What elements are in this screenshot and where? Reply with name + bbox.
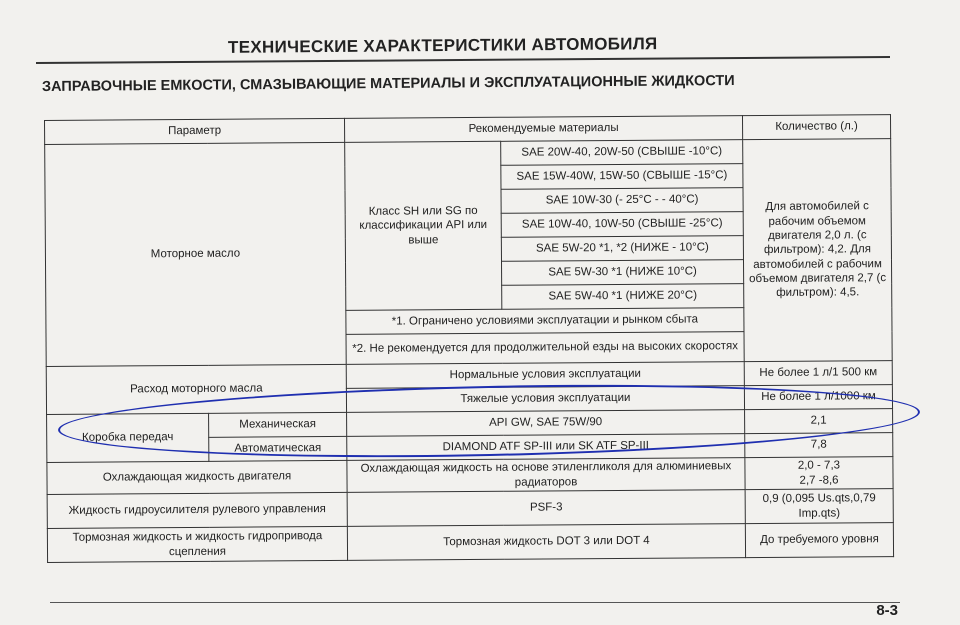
condition-heavy: Тяжелые условия эксплуатации: [346, 386, 744, 413]
oil-grade: SAE 20W-40, 20W-50 (СВЫШЕ -10°C): [501, 140, 743, 166]
coolant-param: Охлаждающая жидкость двигателя: [47, 460, 347, 494]
header-cell-materials: Рекомендуемые материалы: [344, 116, 742, 143]
oil-grade: SAE 5W-20 *1, *2 (НИЖЕ - 10°C): [501, 236, 743, 262]
specifications-table: [44, 114, 894, 563]
power-steering-quantity: 0,9 (0,095 Us.qts,0,79 Imp.qts): [745, 489, 893, 524]
brake-fluid-material: Тормозная жидкость DOT 3 или DOT 4: [347, 524, 745, 561]
header-cell-parameter: Параметр: [45, 118, 345, 144]
gearbox-manual-quantity: 2,1: [745, 409, 893, 434]
footnote-2: *2. Не рекомендуется для продолжительной езды на высоких скоростях: [346, 332, 744, 365]
coolant-quantity: 2,0 - 7,3 2,7 -8,6: [745, 457, 893, 490]
gearbox-manual-material: API GW, SAE 75W/90: [347, 410, 745, 437]
brake-fluid-param: Тормозная жидкость и жидкость гидропривода сцепления: [47, 526, 347, 562]
gearbox-automatic-quantity: 7,8: [745, 433, 893, 458]
oil-grade: SAE 10W-30 (- 25°C - - 40°C): [501, 188, 743, 214]
power-steering-material: PSF-3: [347, 490, 745, 527]
title-divider: [36, 56, 890, 64]
footnote-1: *1. Ограничено условиями эксплуатации и рынком сбыта: [346, 308, 744, 335]
brake-fluid-quantity: До требуемого уровня: [745, 523, 893, 558]
table-row: [47, 523, 893, 563]
gearbox-automatic-material: DIAMOND ATF SP-III или SK ATF SP-III: [347, 434, 745, 461]
gearbox-manual: Механическая: [209, 412, 347, 437]
consumption-heavy: Не более 1 л/1000 км: [744, 385, 892, 410]
bottom-divider: [50, 602, 900, 603]
page-title: ТЕХНИЧЕСКИЕ ХАРАКТЕРИСТИКИ АВТОМОБИЛЯ: [227, 34, 658, 57]
power-steering-param: Жидкость гидроусилителя рулевого управления: [47, 492, 347, 528]
header-cell-quantity: Количество (л.): [742, 115, 890, 140]
oil-grade: SAE 5W-30 *1 (НИЖЕ 10°C): [501, 260, 743, 286]
engine-oil-class: Класс SH или SG по классификации API или выше: [345, 141, 502, 310]
engine-oil-quantity: Для автомобилей с рабочим объемом двигателя 2,0 л. (с фильтром): 4,2. Для автомобилей с рабочим объемом двигателя 2,7 (с фильтром): 4,5.: [743, 139, 893, 362]
oil-consumption-param: Расход моторного масла: [46, 364, 346, 414]
coolant-material: Охлаждающая жидкость на основе этиленгликоля для алюминиевых радиаторов: [347, 458, 745, 493]
gearbox-param: Коробка передач: [47, 413, 209, 462]
oil-grade: SAE 10W-40, 10W-50 (СВЫШЕ -25°C): [501, 212, 743, 238]
table-row: [45, 139, 891, 169]
oil-grade: SAE 5W-40 *1 (НИЖЕ 20°C): [502, 284, 744, 310]
page-number: 8-3: [876, 602, 898, 619]
consumption-normal: Не более 1 л/1 500 км: [744, 361, 892, 386]
oil-grade: SAE 15W-40W, 15W-50 (СВЫШЕ -15°C): [501, 164, 743, 190]
engine-oil-param: Моторное масло: [45, 142, 347, 366]
condition-normal: Нормальные условия эксплуатации: [346, 362, 744, 389]
gearbox-automatic: Автоматическая: [209, 436, 347, 461]
section-title: ЗАПРАВОЧНЫЕ ЕМКОСТИ, СМАЗЫВАЮЩИЕ МАТЕРИАЛЫ И ЭКСПЛУАТАЦИОННЫЕ ЖИДКОСТИ: [41, 72, 735, 96]
